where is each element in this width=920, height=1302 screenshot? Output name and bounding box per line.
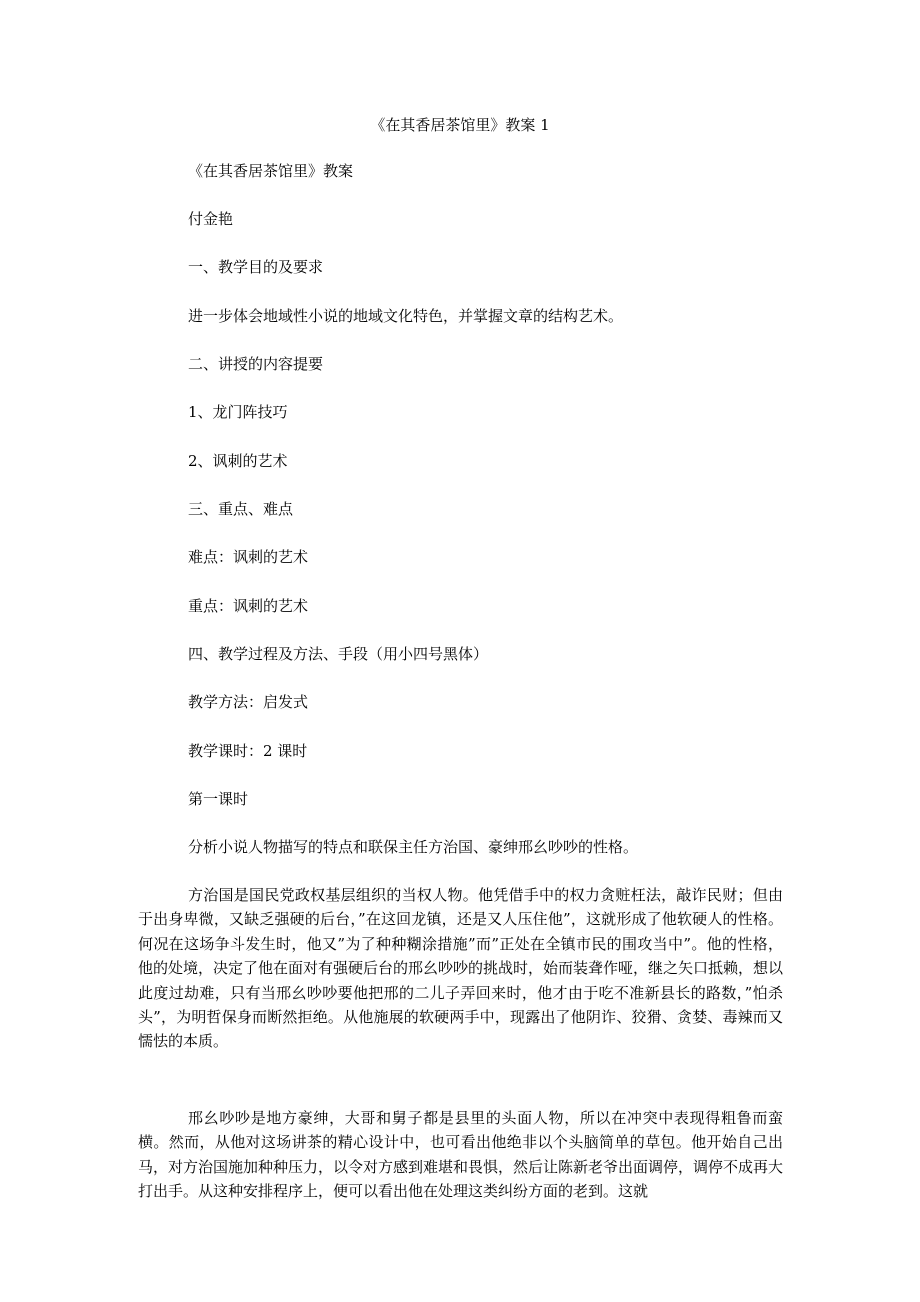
list-item: 2、讽刺的艺术 <box>188 452 288 470</box>
text-line: 进一步体会地域性小说的地域文化特色，并掌握文章的结构艺术。 <box>188 307 624 325</box>
section-heading-4: 四、教学过程及方法、手段（用小四号黑体） <box>188 645 489 663</box>
text-line: 难点：讽刺的艺术 <box>188 548 309 566</box>
body-paragraph: 邢幺吵吵是地方豪绅，大哥和舅子都是县里的头面人物，所以在冲突中表现得粗鲁而蛮横。然而，从他对这场讲茶的精心设计中，也可看出他绝非以个头脑简单的草包。他开始自己出马，对方治国施加种种压力，以令对方感到难堪和畏惧，然后让陈新老爷出面调停，调停不成再大打出手。从这种安排程序上，便可以看出他在处理这类纠纷方面的老到。这就 <box>138 1109 784 1201</box>
body-paragraph: 方治国是国民党政权基层组织的当权人物。他凭借手中的权力贪赃枉法，敲诈民财；但由于出身卑微，又缺乏强硬的后台，”在这回龙镇，还是又人压住他”，这就形成了他软硬人的性格。何况在这场争斗发生时，他又”为了种种糊涂措施”而”正处在全镇市民的围攻当中”。他的性格，他的处境，决定了他在面对有强硬后台的邢幺吵吵的挑战时，始而装聋作哑，继之矢口抵赖，想以此度过劫难，只有当邢幺吵吵要他把邢的二儿子弄回来时，他才由于吃不准新县长的路数，”怕杀头”，为明哲保身而断然拒绝。从他施展的软硬两手中，现露出了他阴诈、狡猾、贪婪、毒辣而又懦怯的本质。 <box>138 886 784 1051</box>
text-line: 分析小说人物描写的特点和联保主任方治国、豪绅邢幺吵吵的性格。 <box>188 838 639 856</box>
section-heading-3: 三、重点、难点 <box>188 500 294 518</box>
document-title: 《在其香居茶馆里》教案 1 <box>370 116 550 134</box>
list-item: 1、龙门阵技巧 <box>188 403 288 421</box>
section-heading-1: 一、教学目的及要求 <box>188 258 324 276</box>
section-heading-2: 二、讲授的内容提要 <box>188 355 324 373</box>
subtitle-line: 《在其香居茶馆里》教案 <box>188 162 354 180</box>
text-line: 教学课时：2 课时 <box>188 742 308 760</box>
text-line: 教学方法：启发式 <box>188 693 309 711</box>
text-line: 重点：讽刺的艺术 <box>188 597 309 615</box>
author-line: 付金艳 <box>188 210 234 228</box>
lesson-heading: 第一课时 <box>188 790 249 808</box>
